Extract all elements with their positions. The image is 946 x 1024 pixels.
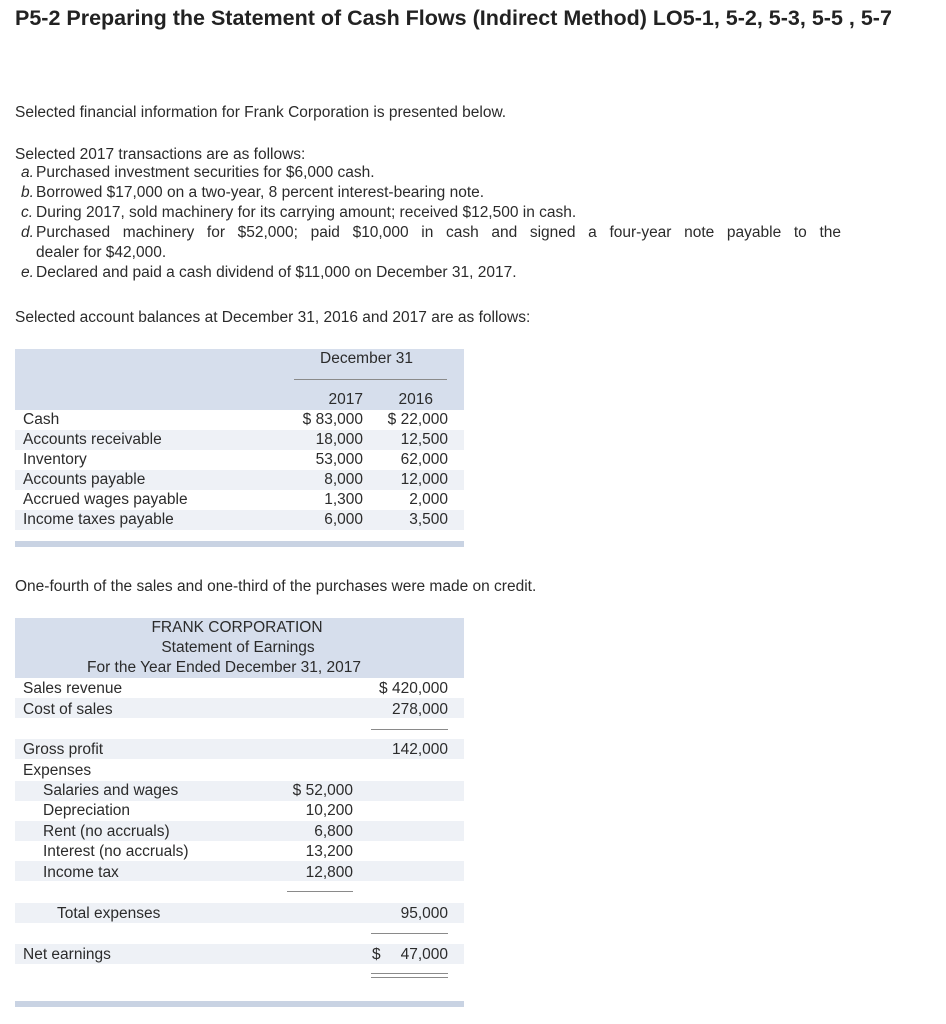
row-label: Inventory (23, 451, 87, 468)
balances-table (15, 349, 464, 547)
value-2017: $ 83,000 (302, 411, 363, 428)
value-2016: $ 22,000 (387, 411, 448, 428)
value-2016: 3,500 (409, 511, 448, 528)
row-label: Accounts receivable (23, 431, 162, 448)
row-label: Accrued wages payable (23, 491, 188, 508)
expense-value: $ 52,000 (292, 782, 353, 799)
earnings-statement (15, 618, 464, 1010)
total-rule (371, 933, 448, 934)
value-2017: 8,000 (324, 471, 363, 488)
transactions-heading: Selected 2017 transactions are as follows: (15, 146, 306, 163)
item-text: Purchased investment securities for $6,000 cash. (36, 164, 375, 181)
item-marker: a. (21, 164, 34, 181)
expense-subtotal-rule (287, 891, 353, 892)
net-earnings-dollar: $ (372, 946, 381, 963)
list-item (21, 223, 841, 263)
value-2016: 12,500 (400, 431, 448, 448)
value-2016: 2,000 (409, 491, 448, 508)
expense-label: Income tax (43, 864, 119, 881)
company-name-row (15, 618, 461, 638)
item-text (36, 223, 841, 263)
cost-of-sales-value: 278,000 (391, 701, 448, 718)
balances-heading: Selected account balances at December 31, 2016 and 2017 are as follows: (15, 309, 531, 326)
expense-value: 10,200 (305, 802, 353, 819)
item-marker: b. (21, 184, 34, 201)
item-text-line2: dealer for $42,000. (36, 244, 167, 261)
header-rule (294, 379, 447, 380)
cost-of-sales-label: Cost of sales (23, 701, 113, 718)
table-footer-bar (15, 541, 464, 547)
expense-value: 13,200 (305, 843, 353, 860)
net-earnings-label: Net earnings (23, 946, 111, 963)
double-rule-bottom (371, 977, 448, 978)
list-item (21, 203, 841, 223)
value-2017: 6,000 (324, 511, 363, 528)
double-rule-top (371, 973, 448, 974)
value-2017: 53,000 (315, 451, 363, 468)
value-2017: 1,300 (324, 491, 363, 508)
expenses-label: Expenses (23, 762, 92, 779)
list-item (21, 263, 841, 283)
statement-name-row (15, 638, 461, 658)
item-text-line1: Purchased machinery for $52,000; paid $10,000 in cash and signed a four-year note payable to the (36, 224, 841, 241)
expense-label: Depreciation (43, 802, 131, 819)
value-2017: 18,000 (315, 431, 363, 448)
expense-value: 12,800 (305, 864, 353, 881)
total-expenses-value: 95,000 (400, 905, 448, 922)
expense-label: Interest (no accruals) (43, 843, 189, 860)
value-2016: 12,000 (400, 471, 448, 488)
item-marker: d. (21, 224, 34, 241)
intro-text: Selected financial information for Frank Corporation is presented below. (15, 104, 507, 121)
row-label: Cash (23, 411, 60, 428)
row-label: Income taxes payable (23, 511, 174, 528)
subtotal-rule (371, 729, 448, 730)
expense-label: Rent (no accruals) (43, 823, 170, 840)
total-expenses-label: Total expenses (57, 905, 161, 922)
item-marker: c. (21, 204, 34, 221)
gross-profit-value: 142,000 (391, 741, 448, 758)
list-item (21, 163, 841, 183)
sales-value: $ 420,000 (379, 680, 448, 697)
transactions-list (21, 163, 841, 283)
value-2016: 62,000 (400, 451, 448, 468)
statement-footer-bar (15, 1001, 464, 1007)
sales-label: Sales revenue (23, 680, 123, 697)
header-december-31: December 31 (320, 350, 414, 367)
item-text: Borrowed $17,000 on a two-year, 8 percent interest-bearing note. (36, 184, 485, 201)
item-text: During 2017, sold machinery for its carrying amount; received $12,500 in cash. (36, 204, 577, 221)
col-header-2017: 2017 (328, 391, 363, 408)
col-header-2016: 2016 (398, 391, 433, 408)
credit-note: One-fourth of the sales and one-third of the purchases were made on credit. (15, 578, 537, 595)
gross-profit-label: Gross profit (23, 741, 104, 758)
list-item (21, 183, 841, 203)
expense-value: 6,800 (314, 823, 353, 840)
item-text: Declared and paid a cash dividend of $11,000 on December 31, 2017. (36, 264, 517, 281)
expense-label: Salaries and wages (43, 782, 179, 799)
net-earnings-value: 47,000 (400, 946, 448, 963)
company-name: FRANK CORPORATION (151, 619, 323, 636)
item-marker: e. (21, 264, 34, 281)
statement-name: Statement of Earnings (161, 639, 315, 656)
row-label: Accounts payable (23, 471, 146, 488)
statement-period: For the Year Ended December 31, 2017 (87, 659, 362, 676)
problem-title: P5-2 Preparing the Statement of Cash Flows (Indirect Method) LO5-1, 5-2, 5-3, 5-5 , 5-7 (15, 6, 892, 30)
